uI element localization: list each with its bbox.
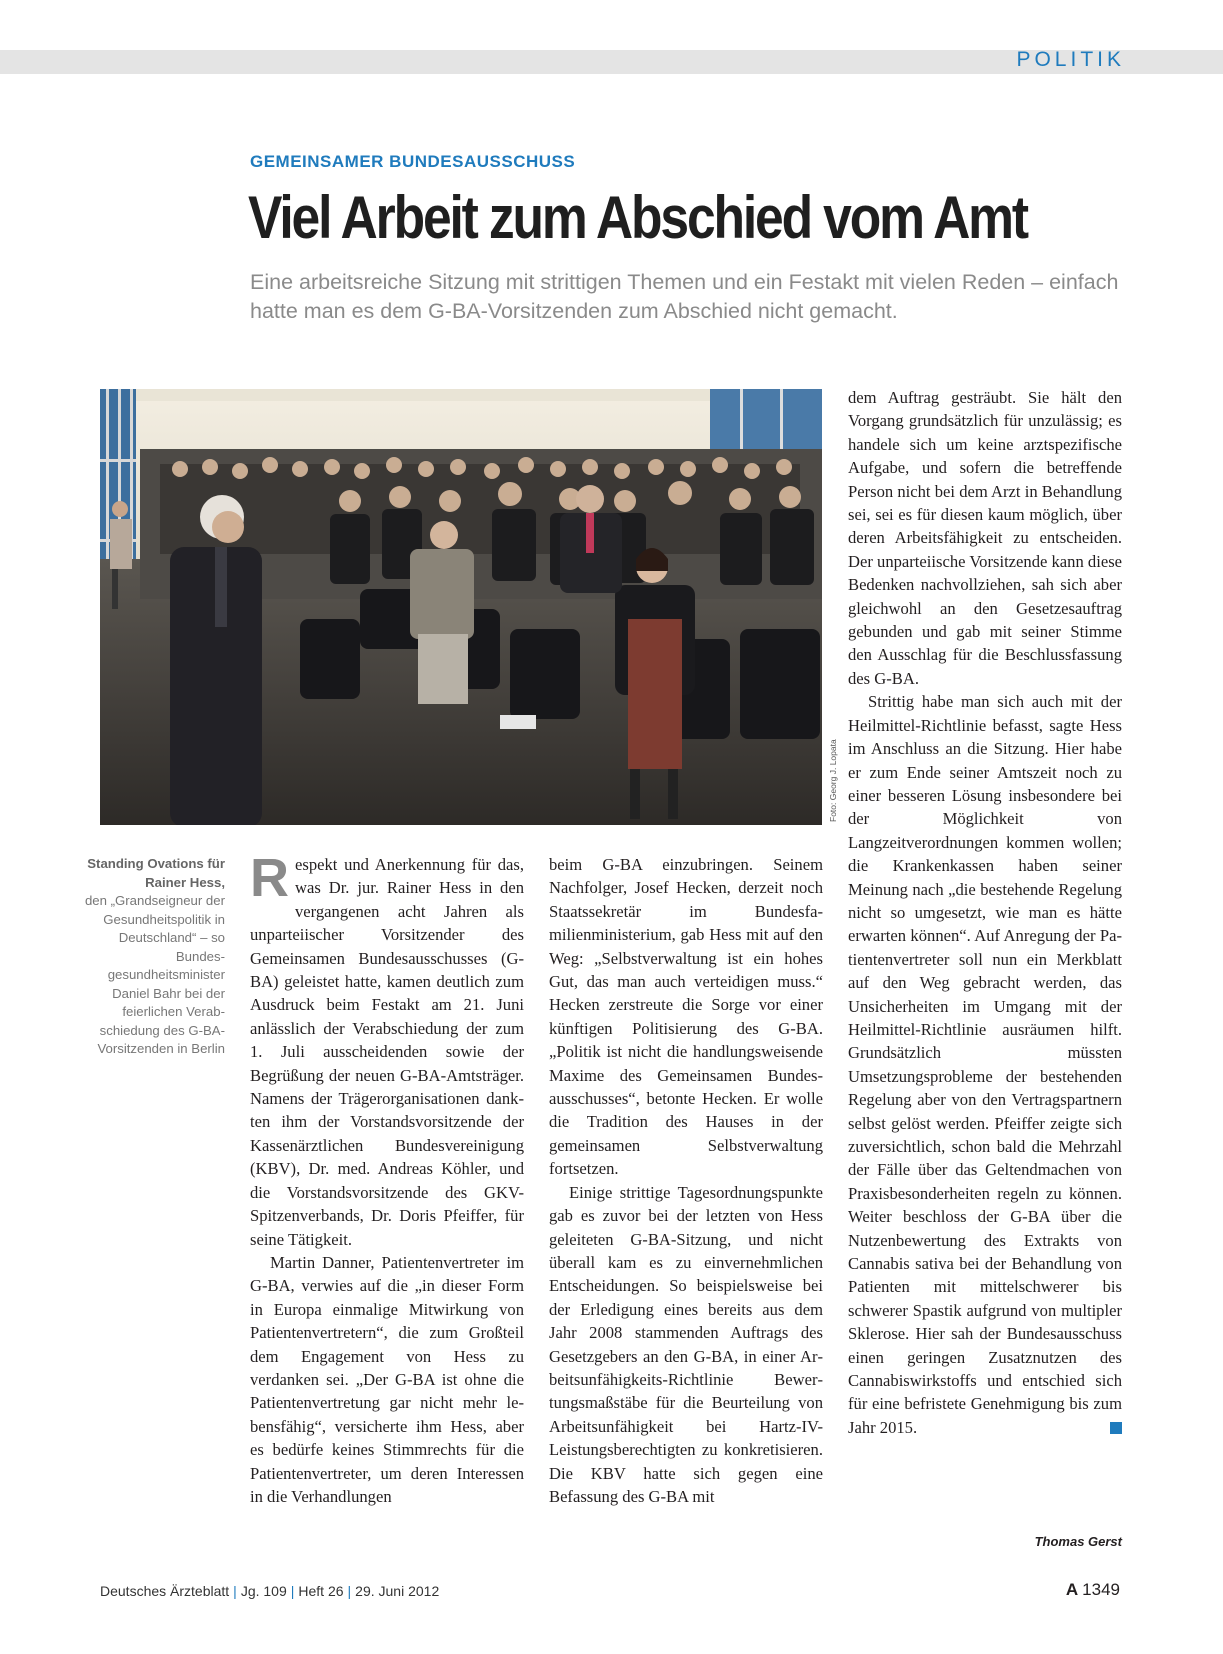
caption-text: den „Grandseigneur der Gesundheitspolitik in Deutschland“ – so Bundesgesundheitsminister Daniel Bahr bei der feierlichen Verabschiedung des G-BA-Vorsitzenden in Berlin xyxy=(84,893,225,1056)
footer-separator: | xyxy=(233,1583,237,1599)
article-kicker: GEMEINSAMER BUNDESAUSSCHUSS xyxy=(250,152,576,171)
paragraph-text: espekt und Anerkennung für das, was Dr. jur. Rainer Hess in den vergangenen acht Jahren als unparteiischer Vorsitzender des Gemeinsamen Bundesausschusses (G-BA) geleistet hatte, kamen deutlich zum Ausdruck beim Festakt am 21. Juni anlässlich der Verabschiedung der zum 1. Juli ausscheidenden sowie der Begrüßung der neuen G-BA-Amtsträger. Namens der Trägerorganisationen dankten ihm der Vorstandsvorsitzende der Kassenärztlichen Bundesvereinigung (KBV), Dr. med. Andreas Köhler, und die Vorstandsvorsitzende des GKV-Spitzenverbands, Dr. Doris Pfeiffer, für seine Tätigkeit. xyxy=(250,855,524,1249)
journal-volume: Jg. 109 xyxy=(240,1583,287,1599)
page-number-value: 1349 xyxy=(1082,1580,1120,1599)
photo-credit: Foto: Georg J. Lopata xyxy=(828,739,838,822)
page-prefix: A xyxy=(1065,1580,1079,1599)
page-number xyxy=(1066,1580,1120,1600)
paragraph-text: Strittig habe man sich auch mit der Heilmittel-Richtlinie befasst, sagte Hess im Anschluss an die Sitzung. Hier habe er zum Ende seiner Amtszeit noch zu einer besseren Lösung insbesondere bei der Möglichkeit von Langzeitverordnungen kommen wollen; die Krankenkassen haben seiner Meinung nach „die bestehende Regelung nicht so umgesetzt, wie man es hätte erwarten können“. Auf Anregung der Patientenvertreter soll nun ein Merkblatt auf den Weg gebracht werden, das Unsicherheiten im Umgang mit der Heilmittel-Richtlinie ausräumen hilft. Grundsätzlich müssten Umsetzungsprobleme der bestehenden Regelung aber von den Vertragspartnern selbst gelöst werden. Pfeiffer zeigte sich zuversichtlich, schon bald die Mehrzahl der Fälle über das Geltendmachen von Praxisbesonderheiten regeln zu können. Weiter beschloss der G-BA über die Nutzenbewertung des Extrakts von Cannabis sativa bei der Behandlung von Patienten mit mittelschwerer bis schwerer Spastik aufgrund von multipler Sklerose. Hier sah der Bundesausschuss einen geringen Zusatznutzen des Cannabiswirkstoffs und entschied sich für eine befristete Genehmigung bis zum Jahr 2015. xyxy=(848,692,1122,1437)
journal-name: Deutsches Ärzteblatt xyxy=(100,1583,230,1599)
paragraph: dem Auftrag gesträubt. Sie hält den Vorgang grundsätzlich für unzulässig; es handele sich um keine arztspezifische Aufgabe, und sofern die betreffende Person nicht bei dem Arzt in Behandlung sei, sei es für diesen kaum möglich, über deren Arbeitsfähigkeit zu entscheiden. Der unparteiische Vorsitzende kann diese Bedenken nachvollziehen, sah sich aber gleichwohl an den Gesetzesauftrag gebunden und gab mit seiner Stimme den Ausschlag für die Beschlussfassung des G-BA. xyxy=(848,388,1123,688)
journal-date: 29. Juni 2012 xyxy=(355,1583,440,1599)
paragraph: Martin Danner, Patientenvertreter im G-BA, verwies auf die „in dieser Form in Europa einmalige Mitwirkung von Patientenvertretern“, die zum Großteil dem Engagement von Hess zu verdanken sei. „Der G-BA ist ohne die Patientenvertretung gar nicht mehr lebensfähig“, versicherte ihm Hess, aber es bedürfe keines Stimmrechts für die Patientenvertreter, um deren Interessen in die Verhandlungen xyxy=(250,1252,524,1506)
paragraph: beim G-BA einzubringen. Seinem Nachfolger, Josef Hecken, derzeit noch Staatssekretär im Bundesfamilienministerium, gab Hess mit auf den Weg: „Selbstverwaltung ist ein hohes Gut, das man auch verteidigen muss.“ Hecken zerstreute die Sorge vor einer künftigen Politisierung des G-BA. „Politik ist nicht die handlungsweisende Maxime des Gemeinsamen Bundesausschusses“, betonte Hecken. Er wolle die Tradition des Hauses in der gemeinsamen Selbstverwaltung fortsetzen. xyxy=(549,855,823,1179)
footer-separator: | xyxy=(290,1583,295,1599)
article-column-2 xyxy=(549,853,823,1508)
page-footer xyxy=(100,1583,439,1599)
footer-separator: | xyxy=(347,1583,352,1599)
article-headline: Viel Arbeit zum Abschied vom Amt xyxy=(248,184,1027,251)
paragraph xyxy=(250,848,524,1251)
section-label: POLITIK xyxy=(1016,48,1125,71)
drop-cap: R xyxy=(250,848,289,908)
caption-lead: Standing Ovations für Rainer Hess, xyxy=(87,856,225,890)
article-column-3 xyxy=(848,386,1122,1439)
article-author: Thomas Gerst xyxy=(1034,1534,1122,1549)
article-column-1 xyxy=(250,848,524,1508)
end-mark-icon xyxy=(1110,1422,1122,1434)
photo-caption xyxy=(80,855,225,1059)
article-dek: Eine arbeitsreiche Sitzung mit strittigen Themen und ein Festakt mit vielen Reden – einfach hatte man es dem G-BA-Vorsitzenden zum Abschied nicht gemacht. xyxy=(250,270,1119,323)
photo-illustration xyxy=(100,389,822,825)
paragraph: Einige strittige Tagesordnungspunkte gab es zuvor bei der letzten von Hess geleiteten G-BA-Sitzung, und nicht überall kam es zu einvernehmlichen Entscheidungen. So beispielsweise bei der Erledigung eines bereits aus dem Jahr 2008 stammenden Auftrags des Gesetzgebers an den G-BA, in einer Arbeitsunfähigkeits-Richtlinie Bewertungsmaßstäbe für die Beurteilung von Arbeitsunfähigkeit bei Hartz-IV-Leistungsberechtigten zu konkretisieren. Die KBV hatte sich gegen eine Befassung des G-BA mit xyxy=(549,1182,823,1506)
journal-issue: Heft 26 xyxy=(298,1583,344,1599)
article-photo xyxy=(100,389,822,825)
paragraph xyxy=(848,690,1122,1439)
